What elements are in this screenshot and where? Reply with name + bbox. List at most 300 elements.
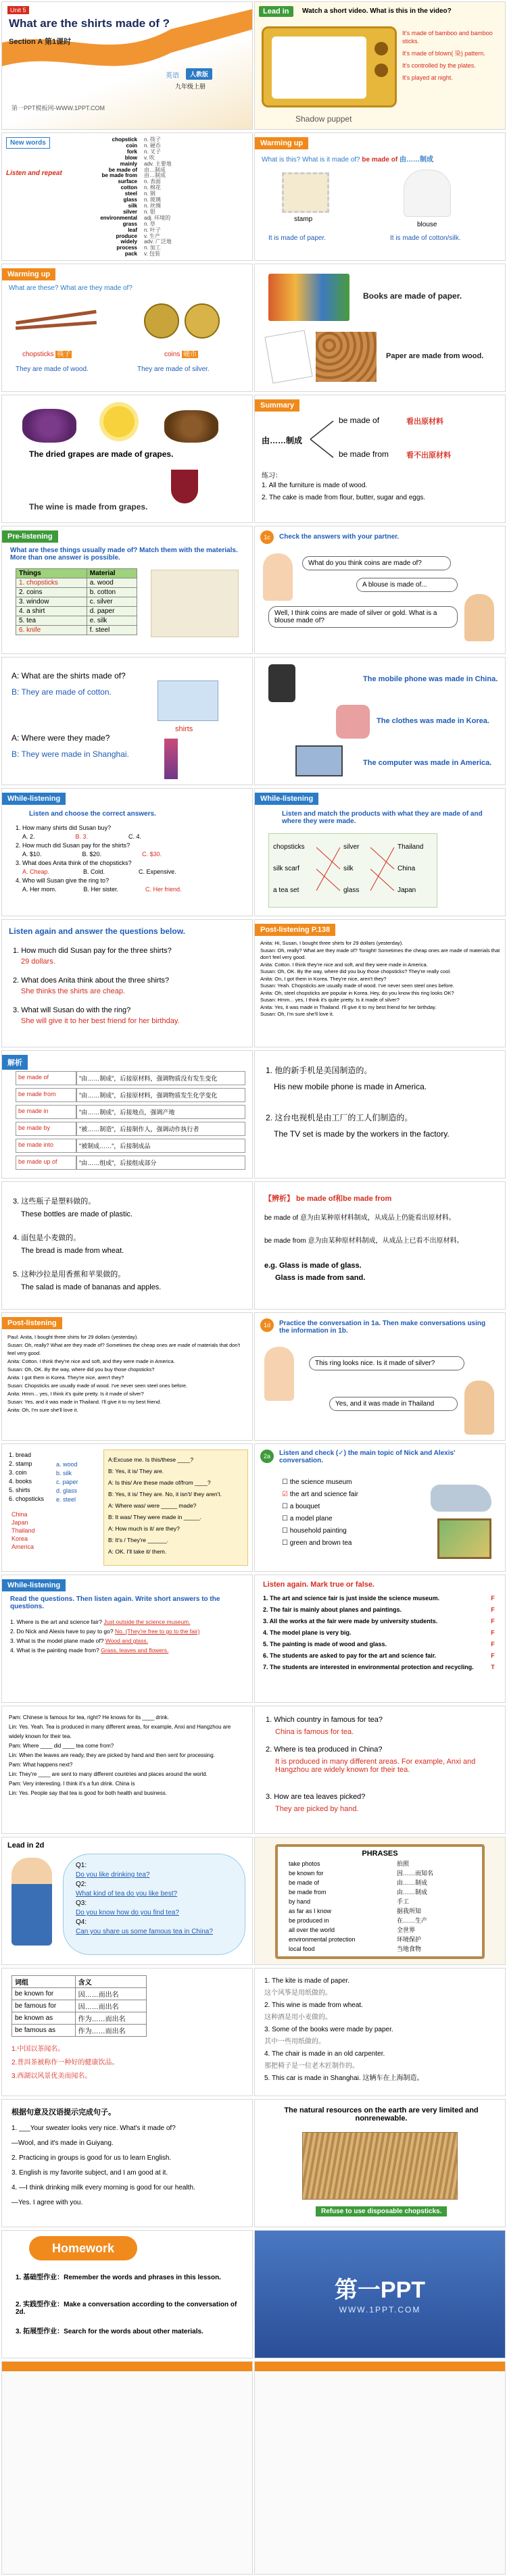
- vocab-word: steel: [124, 191, 137, 197]
- slide-contrast: [254, 1181, 506, 1310]
- fill-item: 5. This car is made in Shanghai. 这辆车在上海制造。: [264, 2075, 424, 2082]
- task-text: What are these things usually made of? Match them with the materials. More than one answer is possible.: [10, 547, 238, 562]
- table-head: 词组: [12, 1976, 76, 1988]
- vocab-meaning: n. 草: [144, 220, 155, 227]
- question: 3. What does Anita think of the chopsticks?: [16, 860, 132, 866]
- tf-item: [263, 1640, 500, 1649]
- slide-phrases: [254, 1837, 506, 1965]
- slide-homework: [1, 2230, 253, 2358]
- vocab-item: [76, 149, 245, 155]
- slide-lead-in: [254, 1, 506, 130]
- tf-statement: 1. The art and science fair is just inside the science museum.: [263, 1595, 440, 1602]
- vocab-item: [76, 222, 245, 228]
- thing-cell: 5. tea: [16, 616, 87, 626]
- option[interactable]: B. 3.: [75, 833, 89, 840]
- place-label: China: [397, 865, 416, 872]
- wine-image: [171, 470, 198, 503]
- made-from-term: be made from: [339, 449, 389, 459]
- vocab-meaning: n. 钢: [144, 191, 155, 197]
- slide-dialog-2d: [1, 1706, 253, 1834]
- tf-item: [263, 1663, 500, 1672]
- checkbox-icon[interactable]: ☐: [282, 1479, 290, 1486]
- vocab-word: process: [116, 245, 137, 251]
- tf-mark[interactable]: F: [491, 1629, 495, 1636]
- tea-a: China is famous for tea.: [275, 1728, 354, 1736]
- checkbox-icon[interactable]: ☑: [282, 1491, 290, 1498]
- vocab-word: silver: [123, 208, 137, 215]
- exercise-title: 根据句意及汉语提示完成句子。: [11, 2108, 116, 2116]
- slide-listen-again: [1, 919, 253, 1047]
- phrase-cell: be known for: [12, 1988, 76, 2000]
- coins-label: [164, 348, 198, 358]
- option[interactable]: A. Her mom.: [22, 886, 57, 893]
- chopsticks-photo: [302, 2132, 458, 2200]
- shirts-image: [158, 680, 218, 721]
- translate-cn: 2. 这台电视机是由工厂的工人们制造的。: [266, 1113, 413, 1122]
- clue-item: It's made of bamboo and bamboo sticks.: [402, 30, 493, 45]
- analysis-badge: 解析: [2, 1055, 28, 1070]
- while-listening-badge: While-listening: [255, 793, 318, 805]
- mat-label: silver: [343, 843, 360, 851]
- tf-statement: 5. The painting is made of wood and glass.: [263, 1641, 387, 1648]
- translate-en: The TV set is made by the workers in the factory.: [274, 1129, 450, 1139]
- vocab-word: be made from: [101, 172, 137, 179]
- wine-sentence: The wine is made from grapes.: [29, 502, 148, 512]
- question: 1. Where is the art and science fair?: [10, 1618, 103, 1625]
- homework-title: Homework: [51, 2241, 115, 2255]
- vocab-word: widely: [120, 239, 137, 245]
- clothes-image: [336, 705, 370, 739]
- analysis-term: be made up of: [16, 1156, 76, 1170]
- question: 2. What does Anita think about the three shirts?: [13, 976, 170, 985]
- tf-item: [263, 1652, 500, 1660]
- exercise-item: 4. —I think drinking milk every morning is good for our health.: [11, 2184, 195, 2191]
- phrase-cn: 拍照: [397, 1860, 410, 1867]
- slide-summary: [254, 395, 506, 523]
- tf-mark[interactable]: F: [491, 1641, 495, 1648]
- option[interactable]: C. $30.: [142, 851, 162, 858]
- translate-en: The salad is made of bananas and apples.: [21, 1283, 162, 1291]
- tf-item: [263, 1594, 500, 1603]
- analysis-term: be made in: [16, 1105, 76, 1119]
- check-item[interactable]: [282, 1501, 417, 1513]
- option[interactable]: B. $20.: [82, 851, 102, 858]
- slide-main-topic: [254, 1443, 506, 1572]
- summary-arrows: [309, 416, 336, 463]
- vocab-word: blow: [124, 154, 137, 161]
- dialog-block: [7, 1333, 248, 1414]
- plane-image: [431, 1485, 491, 1512]
- slide-dialog-2: [1, 1312, 253, 1441]
- check-item[interactable]: [282, 1489, 417, 1501]
- speech-bubble: Yes, and it was made in Thailand: [329, 1397, 458, 1411]
- answer: Wood and glass.: [105, 1637, 148, 1644]
- dialog-line: A:Excuse me. Is this/these ____?: [108, 1456, 194, 1463]
- blouse-label: blouse: [417, 221, 437, 228]
- phrase-cell: be famous for: [12, 2000, 76, 2012]
- vocab-meaning: n. 加工: [144, 245, 161, 251]
- checkbox-icon[interactable]: ☐: [282, 1527, 290, 1535]
- exercise-item: —Wool, and it's made in Guiyang.: [11, 2139, 114, 2147]
- slide-lead-in-2d: [1, 1837, 253, 1965]
- exercise-item: 2. Practicing in groups is good for us to learn English.: [11, 2154, 172, 2162]
- slide-known-for: [1, 1968, 253, 2096]
- dialog-line: A: Is this/ Are these made of/from ____?: [108, 1479, 211, 1486]
- qa-line: B: They were made in Shanghai.: [11, 749, 129, 759]
- vocab-item: [76, 251, 245, 257]
- option[interactable]: A. $10.: [22, 851, 42, 858]
- analysis-row: [16, 1122, 245, 1136]
- check-label: household painting: [289, 1527, 347, 1535]
- answer: 29 dollars.: [21, 958, 55, 966]
- dialog-line: Lin: When the leaves are ready, they are picked by hand and then sent for processing.: [9, 1752, 215, 1758]
- checkbox-icon[interactable]: ☐: [282, 1515, 290, 1522]
- dialog-line: Lin: Yes. People say that tea is good for both health and business.: [9, 1790, 167, 1796]
- label-en: coins: [164, 351, 180, 358]
- thing-cell: 2. coins: [16, 588, 87, 597]
- tf-mark[interactable]: F: [491, 1652, 495, 1659]
- tf-mark[interactable]: T: [491, 1664, 495, 1670]
- check-label: the science museum: [289, 1479, 352, 1486]
- translate-cn: 5. 这种沙拉是用香蕉和苹果做的。: [13, 1270, 126, 1279]
- phone-image: [268, 664, 295, 702]
- phrase-en: as far as I know: [289, 1908, 332, 1914]
- brand-url: WWW.1PPT.COM: [339, 2305, 421, 2314]
- clue-item: It's played at night.: [402, 74, 453, 81]
- option[interactable]: C. 4.: [128, 833, 142, 840]
- task-text: Listen and match the products with what they are made of and where they were made.: [282, 810, 483, 825]
- slide-made-in: [254, 657, 506, 785]
- blouse-image: [404, 170, 451, 217]
- mat-item: e. steel: [56, 1496, 76, 1503]
- translate-en: His new mobile phone is made in America.: [274, 1082, 427, 1091]
- tea-q: 2. Where is tea produced in China?: [266, 1745, 383, 1754]
- mat-item: d. glass: [56, 1487, 78, 1494]
- vocab-item: [76, 239, 245, 245]
- practice-item: 2. The cake is made from flour, butter, sugar and eggs.: [262, 494, 426, 501]
- option[interactable]: C. Her friend.: [145, 886, 182, 893]
- q-label: Q2:: [76, 1881, 87, 1888]
- page-title: What are the shirts made of ?: [9, 17, 170, 30]
- hw-item: 2. 实践型作业：Make a conversation according to the conversation of 2d.: [16, 2301, 237, 2316]
- exercise-list: [11, 2121, 245, 2210]
- computer-image: [295, 745, 343, 776]
- check-item[interactable]: [282, 1513, 417, 1525]
- vocab-item: [76, 245, 245, 251]
- checkbox-icon[interactable]: ☐: [282, 1539, 290, 1547]
- slide-new-words: [1, 132, 253, 261]
- analysis-list: [16, 1071, 245, 1172]
- word-item: 4. books: [9, 1478, 32, 1485]
- slide-brand: [254, 2230, 506, 2358]
- homework-banner: [29, 2236, 137, 2260]
- shirts-label: shirts: [175, 725, 193, 733]
- slide-shirts-qa: [1, 657, 253, 785]
- row-label: a tea set: [273, 887, 299, 894]
- slide-warming-2: [1, 264, 253, 392]
- tf-statement: 4. The model plane is very big.: [263, 1629, 352, 1636]
- vocab-word: leaf: [128, 226, 137, 233]
- phrase-cell: be famous as: [12, 2025, 76, 2037]
- analysis-desc: "由……制成"，后接地点，强调产地: [76, 1105, 245, 1119]
- speech-bubble: Well, I think coins are made of silver or gold. What is a blouse made of?: [268, 606, 458, 628]
- vocab-item: [76, 228, 245, 234]
- table-head: Material: [87, 569, 137, 578]
- chopsticks-label: [22, 348, 72, 358]
- phrase-cn: 环境保护: [397, 1936, 422, 1943]
- phrases-board: [275, 1844, 485, 1959]
- vocab-meaning: n. 玻璃: [144, 197, 161, 203]
- brand-text: 第一PPT模板网-WWW.1PPT.COM: [11, 105, 105, 112]
- slide-bottom-left: [1, 2361, 253, 2575]
- books-image: [268, 274, 349, 321]
- options: [16, 868, 245, 876]
- step-icon: 1d: [260, 1318, 274, 1332]
- while-listening-badge: While-listening: [2, 793, 66, 805]
- new-words-badge: New words: [6, 137, 50, 149]
- thing-cell: 3. window: [16, 597, 87, 607]
- note-line: 1.中国以茶闻名。: [11, 2046, 65, 2053]
- phrase-item: [289, 1887, 471, 1897]
- fill-item: 这种酒是用小麦做的。: [264, 2014, 332, 2021]
- fill-item: 1. The kite is made of paper.: [264, 1977, 350, 1985]
- contrast-line: be made from 意为由某种原材料制成，从成品上已看不出原材料。: [264, 1237, 464, 1245]
- phrase-item: [289, 1916, 471, 1925]
- option[interactable]: A. 2.: [22, 833, 35, 840]
- q-text: Do you like drinking tea?: [76, 1871, 150, 1879]
- phrase-item: [289, 1944, 471, 1954]
- phrase-en: local food: [289, 1946, 315, 1952]
- slide-pre-listening: [1, 526, 253, 654]
- dialog-line: B: It's / They're ______.: [108, 1537, 169, 1543]
- label-cn: 硬币: [183, 351, 197, 358]
- slide-dialog-1: [254, 919, 506, 1047]
- materials-image: [151, 570, 239, 637]
- fill-item: 3. Some of the books were made by paper.: [264, 2026, 393, 2033]
- clue-item: It's controlled by the plates.: [402, 62, 476, 69]
- check-item[interactable]: [282, 1477, 417, 1489]
- girl-avatar: [263, 553, 293, 601]
- vocab-word: glass: [123, 197, 137, 203]
- slide-fill-made: [254, 1968, 506, 2096]
- question: 2. Do Nick and Alexis have to pay to go?: [10, 1628, 114, 1635]
- check-item[interactable]: [282, 1537, 417, 1550]
- vocab-item: [76, 216, 245, 222]
- vocab-item: [76, 179, 245, 185]
- note-line: 2.普洱茶被称作一种好的健康饮品。: [11, 2059, 119, 2066]
- question-text: What is this? What is it made of?: [262, 156, 360, 164]
- options: [16, 850, 245, 859]
- analysis-row: [16, 1139, 245, 1153]
- tf-mark[interactable]: F: [491, 1606, 495, 1613]
- tf-mark[interactable]: F: [491, 1595, 495, 1602]
- boy-avatar: [464, 1381, 494, 1435]
- option[interactable]: A. Cheap.: [22, 868, 50, 875]
- checklist: [282, 1477, 417, 1550]
- answer: Grass, leaves and flowers.: [101, 1647, 169, 1654]
- warming-question: [262, 153, 433, 164]
- analysis-row: [16, 1156, 245, 1170]
- section-label: Section A 第1课时: [9, 38, 72, 46]
- vocab-meaning: n. 筷子: [144, 137, 161, 143]
- subject-tag: 英语: [166, 72, 179, 80]
- analysis-term: be made from: [16, 1088, 76, 1102]
- analysis-desc: "由……组成"，后接组成部分: [76, 1156, 245, 1170]
- dialog-line: Pam: Chinese is famous for tea, right? He knows for its ____ drink.: [9, 1714, 169, 1720]
- q-text: Do you know how do you find tea?: [76, 1909, 179, 1916]
- place-item: America: [11, 1543, 34, 1550]
- step-icon: 2a: [260, 1450, 274, 1463]
- phrase-cn: 全世界: [397, 1927, 416, 1933]
- word-item: 3. coin: [9, 1469, 27, 1476]
- publisher-tag: 人教版: [186, 68, 212, 80]
- tf-statement: 7. The students are interested in environmental protection and recycling.: [263, 1664, 474, 1670]
- slide-true-false: [254, 1575, 506, 1703]
- qa-item: [10, 1645, 247, 1655]
- analysis-row: [16, 1088, 245, 1102]
- warming-badge: Warming up: [2, 268, 55, 280]
- contrast-example: e.g. Glass is made of glass.: [264, 1262, 362, 1270]
- tf-statement: 2. The fair is mainly about planes and paintings.: [263, 1606, 402, 1613]
- phrase-en: by hand: [289, 1898, 311, 1905]
- word-item: 2. stamp: [9, 1460, 32, 1467]
- mat-item: b. silk: [56, 1470, 72, 1477]
- phrase-item: [289, 1925, 471, 1935]
- dialog-line: Susan: Oh, really? What are they made of? Sometimes the cheap ones are made of materials that don't feel very good.: [7, 1342, 241, 1356]
- thing-cell: 6. knife: [16, 626, 87, 635]
- grapes-image: [22, 409, 76, 443]
- fill-list: [264, 1975, 498, 2085]
- translate-cn: 4. 面包是小麦做的。: [13, 1234, 81, 1242]
- phrase-cn: 据我所知: [397, 1908, 422, 1914]
- tf-mark[interactable]: F: [491, 1618, 495, 1625]
- check-label: the art and science fair: [289, 1491, 358, 1498]
- dialog-line: Lin: Yes. Yeah. Tea is produced in many different areas, for example, Anxi and Hangzhou are widely known for their tea.: [9, 1724, 231, 1739]
- wood-image: [316, 332, 377, 382]
- phrase-en: be known for: [289, 1870, 324, 1877]
- check-label: green and brown tea: [289, 1539, 352, 1547]
- practice-title: Practice the conversation in 1a. Then make conversations using the information in 1b.: [279, 1320, 486, 1335]
- task-text: Listen and choose the correct answers.: [29, 810, 156, 818]
- phrase-en: be made from: [289, 1889, 327, 1896]
- slide-listening-1b: [1, 788, 253, 916]
- paper-image: [264, 330, 312, 383]
- slide-check-answers: [254, 526, 506, 654]
- lead-in-badge: Lead in: [259, 6, 293, 17]
- analysis-row: [16, 1105, 245, 1119]
- tea-q: 3. How are tea leaves picked?: [266, 1793, 366, 1801]
- label-cn: 筷子: [57, 351, 71, 358]
- phrases-head: PHRASES: [362, 1850, 398, 1858]
- tea-q: 1. Which country in famous for tea?: [266, 1716, 383, 1724]
- hw-item: 1. 基础型作业：Remember the words and phrases in this lesson.: [16, 2274, 221, 2281]
- word-item: 6. chopsticks: [9, 1495, 45, 1502]
- vocab-word: environmental: [100, 214, 137, 221]
- dialog-line: Susan: Oh, I'm sure she'll love it.: [260, 1011, 334, 1017]
- clue-list: [402, 29, 502, 82]
- vocab-item: [76, 185, 245, 191]
- material-cell: d. paper: [87, 607, 137, 616]
- option[interactable]: C. Expensive.: [139, 868, 176, 875]
- fill-item: 这个风筝是用纸做的。: [264, 1989, 332, 1997]
- slide-bottom-right: [254, 2361, 506, 2575]
- tf-statement: 6. The students are asked to pay for the art and science fair.: [263, 1652, 437, 1659]
- dialog-line: Paul: Anita, I bought three shirts for 29 dollars (yesterday).: [7, 1334, 139, 1340]
- warming-badge: Warming up: [255, 137, 308, 149]
- option[interactable]: B. Cold.: [83, 868, 105, 875]
- vocab-word: cotton: [120, 184, 137, 191]
- vocab-word: surface: [118, 178, 137, 185]
- girl-avatar: [264, 1347, 294, 1401]
- dialog-line: Anita: Hmm... yes, I think it's quite pretty. Is it made of silver?: [7, 1391, 144, 1397]
- meaning-cell: 作为……而出名: [75, 2025, 146, 2037]
- vocab-meaning: 由…制成: [144, 166, 166, 173]
- vocab-word: chopstick: [112, 137, 137, 143]
- dialog-block: [260, 940, 501, 1018]
- translate-en: These bottles are made of plastic.: [21, 1210, 133, 1218]
- vocab-list: [76, 137, 245, 257]
- check-item[interactable]: [282, 1525, 417, 1537]
- qa-item: [10, 1627, 247, 1636]
- stamp-label: stamp: [294, 216, 313, 223]
- phrase-cn: 当地食物: [397, 1946, 422, 1952]
- phrase-en: take photos: [289, 1860, 320, 1867]
- dialog-block: [9, 1713, 247, 1798]
- check-label: a bouquet: [289, 1503, 320, 1510]
- option[interactable]: B. Her sister.: [83, 886, 119, 893]
- listen-repeat-label: Listen and repeat: [6, 170, 62, 177]
- lead-in-heading: Watch a short video. What is this in the video?: [302, 7, 452, 15]
- pre-listening-badge: Pre-listening: [2, 530, 58, 543]
- qa-block: [10, 1617, 247, 1655]
- qa-line: A: What are the shirts made of?: [11, 671, 126, 680]
- question: 2. How much did Susan pay for the shirts?: [16, 842, 130, 849]
- meaning-cell: 作为……而出名: [75, 2012, 146, 2025]
- vocab-item: [76, 203, 245, 209]
- phrase-en: environmental protection: [289, 1936, 356, 1943]
- coins-sentence: They are made of silver.: [137, 366, 210, 373]
- place-item: Korea: [11, 1535, 28, 1542]
- place-col: [11, 1510, 52, 1551]
- dialog-line: A: OK. I'll take it/ them.: [108, 1548, 167, 1555]
- material-cell: f. steel: [87, 626, 137, 635]
- speech-bubble: A blouse is made of...: [356, 578, 458, 592]
- vocab-item: [76, 197, 245, 203]
- dialog-line: Pam: Where ____ did ____ tea come from?: [9, 1743, 114, 1749]
- material-cell: c. silver: [87, 597, 137, 607]
- tf-statement: 3. All the works at the fair were made by university students.: [263, 1618, 438, 1625]
- dialog-line: Pam: Very interesting. I think it's a fun drink. China is: [9, 1781, 135, 1787]
- vocab-meaning: n. 表面: [144, 178, 161, 185]
- phrase-item: [289, 1897, 471, 1906]
- phrase-en: be made of: [289, 1879, 320, 1886]
- word-item: 1. bread: [9, 1452, 32, 1458]
- checkbox-icon[interactable]: ☐: [282, 1503, 290, 1510]
- mat-col: [56, 1460, 97, 1504]
- listen-again-heading: Listen again and answer the questions below.: [9, 926, 185, 936]
- label-en: chopsticks: [22, 351, 54, 358]
- task-text: Read the questions. Then listen again. Write short answers to the questions.: [10, 1595, 220, 1610]
- phrase-cn: 由……制成: [397, 1889, 428, 1896]
- question: 1. How many shirts did Susan buy?: [16, 824, 112, 831]
- sun-icon: [103, 406, 135, 437]
- row-label: silk scarf: [273, 865, 299, 872]
- dialog-line: Susan: Yes, and it was made in Thailand. I'll give it to my best friend.: [7, 1399, 162, 1405]
- post-listening-badge: Post-listening P.138: [255, 924, 335, 936]
- dialog-line: Anita: Oh, steel chopsticks are popular in Korea. Hey, do you know this ring looks OK?: [260, 989, 454, 996]
- vocab-item: [76, 137, 245, 143]
- dialog-line: Pam: What happens next?: [9, 1762, 73, 1768]
